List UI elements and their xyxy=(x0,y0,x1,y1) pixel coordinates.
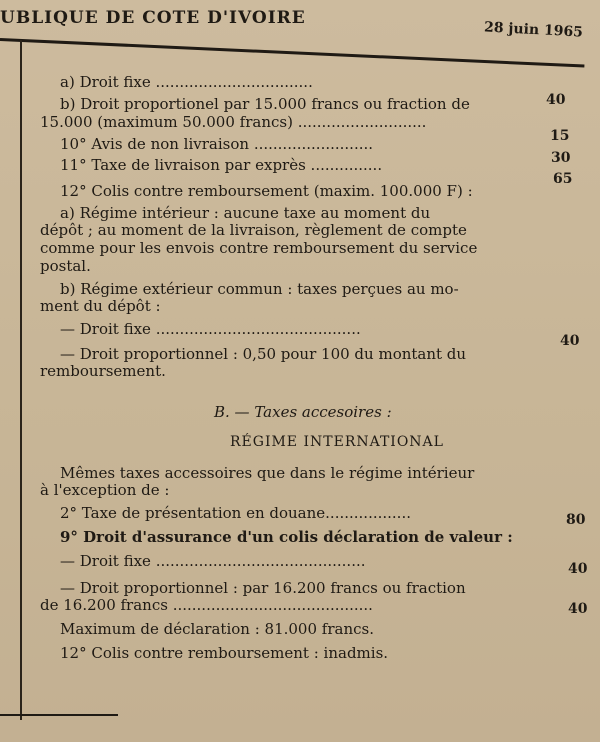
text-line: 12° Colis contre remboursement : inadmis. xyxy=(60,644,389,662)
text-line: 12° Colis contre remboursement (maxim. 100.000 F) : xyxy=(60,182,473,200)
column-rule xyxy=(20,40,22,720)
text-line: — Droit fixe ............................................ xyxy=(60,552,366,570)
text-line: à l'exception de : xyxy=(40,481,170,499)
amount: 30 xyxy=(551,150,571,166)
text-line: ment du dépôt : xyxy=(40,297,161,315)
text-line: Mêmes taxes accessoires que dans le régime intérieur xyxy=(60,464,475,482)
text-line: 10° Avis de non livraison ......................... xyxy=(60,135,374,153)
text-line: Maximum de déclaration : 81.000 francs. xyxy=(60,620,374,638)
section-heading: B. — Taxes accesoires : xyxy=(214,403,392,421)
text-line: 11° Taxe de livraison par exprès ............... xyxy=(60,156,383,174)
text-line: — Droit proportionnel : 0,50 pour 100 du montant du xyxy=(60,345,467,363)
header-title: UBLIQUE DE COTE D'IVOIRE xyxy=(0,8,306,28)
text-line: a) Régime intérieur : aucune taxe au moment du xyxy=(60,204,431,222)
text-line: 9° Droit d'assurance d'un colis déclaration de valeur : xyxy=(60,528,513,546)
footer-rule xyxy=(0,714,118,716)
text-line: remboursement. xyxy=(40,362,166,380)
amount: 40 xyxy=(560,333,580,349)
amount: 80 xyxy=(566,512,586,528)
text-line: dépôt ; au moment de la livraison, règlement de compte xyxy=(40,221,467,239)
header-date: 28 juin 1965 xyxy=(483,19,584,41)
text-line: a) Droit fixe ................................. xyxy=(60,73,313,91)
text-line: b) Régime extérieur commun : taxes perçues au mo- xyxy=(60,280,459,298)
header-rule xyxy=(0,38,584,68)
amount: 15 xyxy=(550,128,570,144)
amount: 65 xyxy=(553,171,573,187)
text-line: de 16.200 francs .......................................... xyxy=(40,596,373,614)
text-line: 2° Taxe de présentation en douane.................. xyxy=(60,504,411,522)
text-line: b) Droit proportionel par 15.000 francs ou fraction de xyxy=(60,95,470,113)
text-line: postal. xyxy=(40,257,91,275)
amount: 40 xyxy=(568,561,588,577)
amount: 40 xyxy=(546,92,566,108)
text-line: — Droit fixe ........................................... xyxy=(60,320,361,338)
text-line: — Droit proportionnel : par 16.200 francs ou fraction xyxy=(60,579,466,597)
section-subheading: RÉGIME INTERNATIONAL xyxy=(230,434,444,450)
text-line: comme pour les envois contre remboursement du service xyxy=(40,239,478,257)
text-line: 15.000 (maximum 50.000 francs) ........................... xyxy=(40,113,427,131)
amount: 40 xyxy=(568,601,588,617)
